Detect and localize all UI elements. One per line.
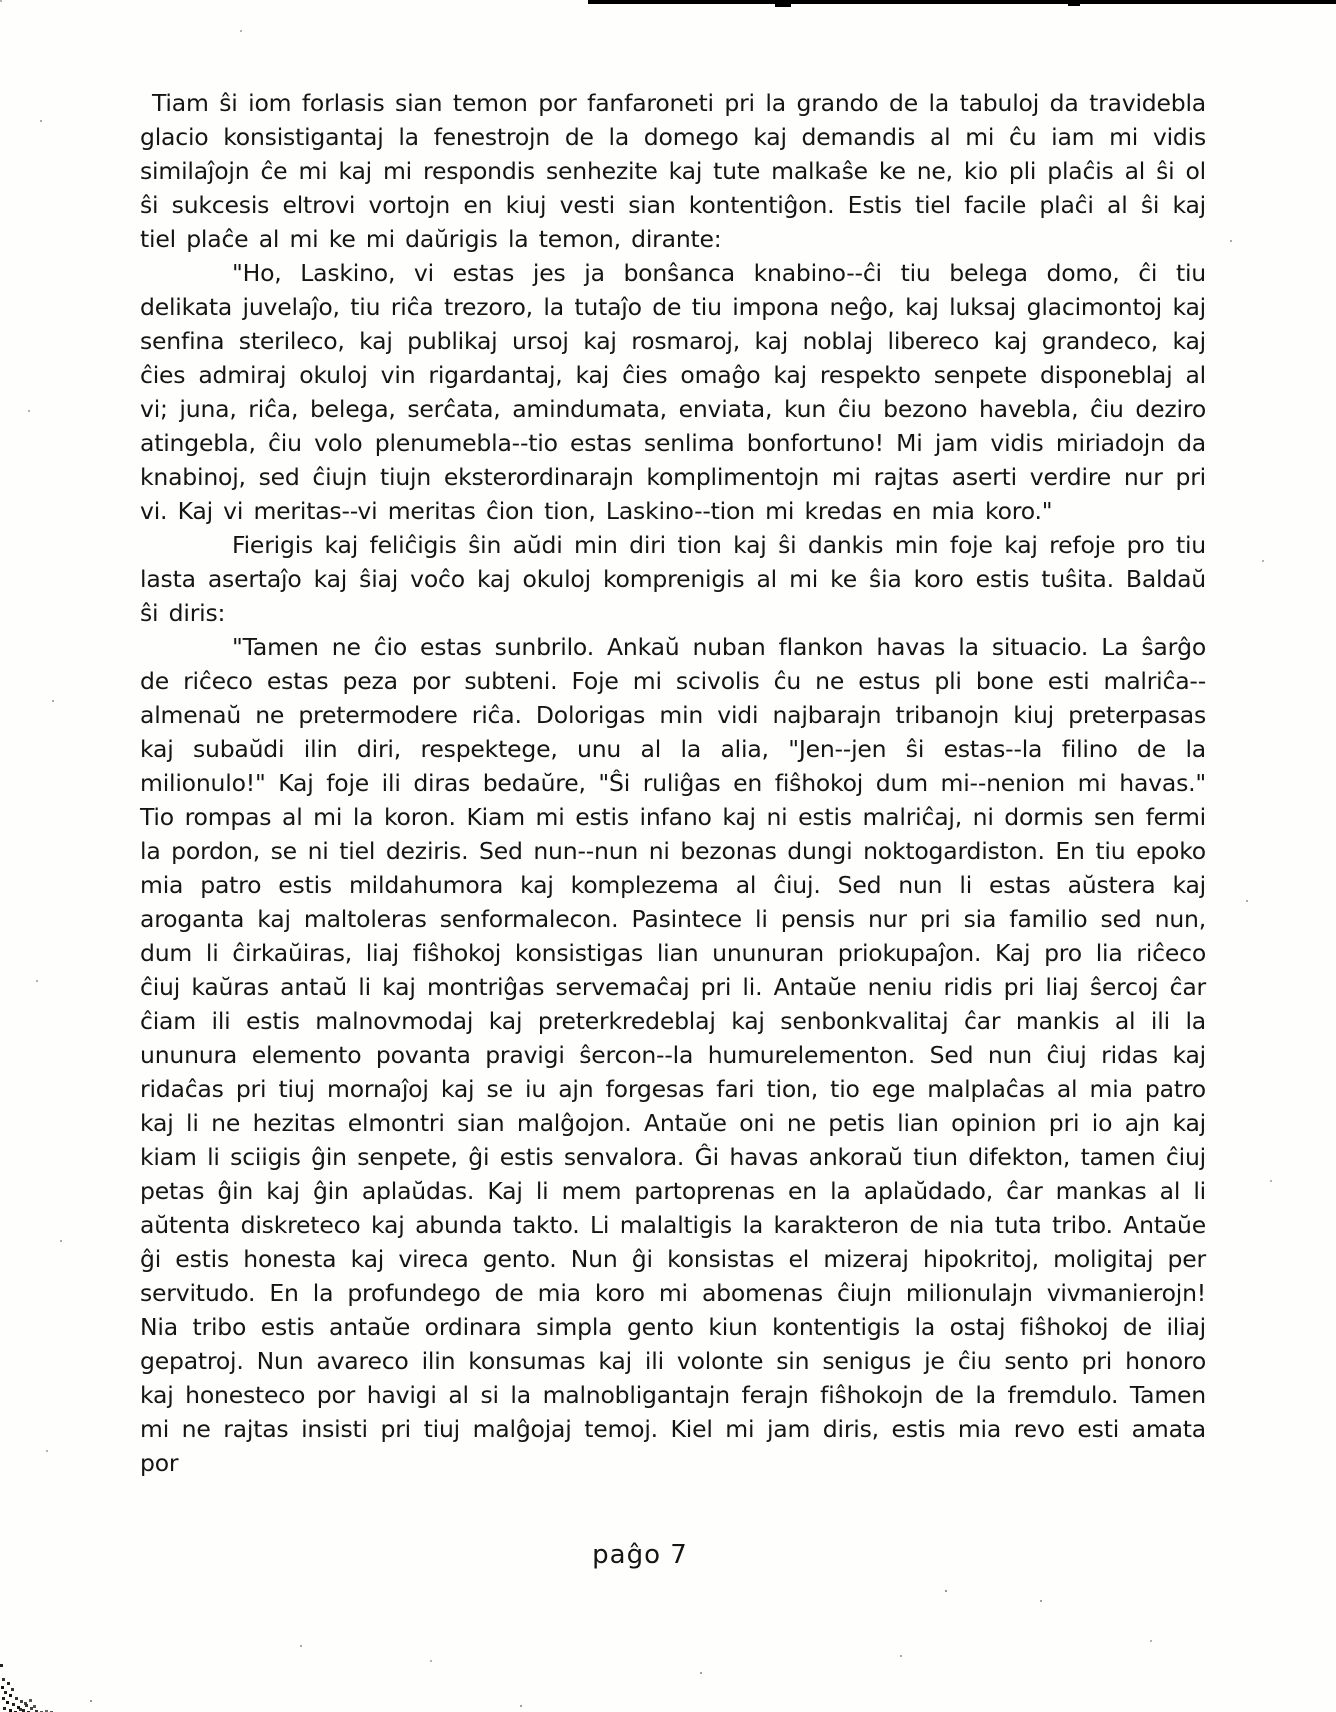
scan-artifact-top-notch [1068,3,1080,6]
scan-noise-dots [0,0,2,2]
scan-artifact-top-bar [588,0,1336,4]
paragraph: "Tamen ne ĉio estas sunbrilo. Ankaŭ nuban flankon havas la situacio. La ŝarĝo de riĉeco estas peza por subteni. Foje mi scivolis ĉu ne estus pli bone esti malriĉa--almenaŭ ne pretermodere riĉa. Dolorigas min vidi najbarajn tribanojn kiuj preterpasas kaj subaŭdi ilin diri, respektege, unu al la alia, "Jen--jen ŝi estas--la filino de la milionulo!" Kaj foje ili diras bedaŭre, "Ŝi ruliĝas en fiŝhokoj dum mi--nenion mi havas." Tio rompas al mi la koron. Kiam mi estis infano kaj ni estis malriĉaj, ni dormis sen fermi la pordon, se ni tiel deziris. Sed nun--nun ni bezonas dungi noktogardiston. En tiu epoko mia patro estis mildahumora kaj komplezema al ĉiuj. Sed nun li estas aŭstera kaj aroganta kaj maltoleras senformalecon. Pasintece li pensis nur pri sia familio sed nun, dum li ĉirkaŭiras, liaj fiŝhokoj konsistigas lian ununuran priokupaĵon. Kaj pro lia riĉeco ĉiuj kaŭras antaŭ li kaj montriĝas servemaĉaj pri li. Antaŭe neniu ridis pri liaj ŝercoj ĉar ĉiam ili estis malnovmodaj kaj preterkredeblaj kaj senbonkvalitaj ĉar mankis al ili la ununura elemento povanta pravigi ŝercon--la humurelementon. Sed nun ĉiuj ridas kaj ridaĉas pri tiuj mornaĵoj kaj se iu ajn forgesas fari tion, tio ege malplaĉas al mia patro kaj li ne hezitas elmontri sian malĝojon. Antaŭe oni ne petis lian opinion pri io ajn kaj kiam li sciigis ĝin senpete, ĝi estis senvalora. Ĝi havas ankoraŭ tiun difekton, tamen ĉiuj petas ĝin kaj ĝin aplaŭdas. Kaj li mem partoprenas en la aplaŭdado, ĉar mankas al li aŭtenta diskreteco kaj abunda takto. Li malaltigis la karakteron de nia tuta tribo. Antaŭe ĝi estis honesta kaj vireca gento. Nun ĝi konsistas el mizeraj hipokritoj, moligitaj per servitudo. En la profundego de mia koro mi abomenas ĉiujn milionulajn vivmanierojn! Nia tribo estis antaŭe ordinara simpla gento kiun kontentigis la ostaj fiŝhokoj de iliaj gepatroj. Nun avareco ilin konsumas kaj ili volonte sin senigus je ĉiu sento pri honoro kaj honesteco por havigi al si la malnobligantajn ferajn fiŝhokojn de la fremdulo. Tamen mi ne rajtas insisti pri tiuj malĝojaj temoj. Kiel mi jam diris, estis mia revo esti amata por [140,633,1206,1477]
scan-artifact-top-notch [775,3,791,7]
paragraph: "Ho, Laskino, vi estas jes ja bonŝanca knabino--ĉi tiu belega domo, ĉi tiu delikata juvelaĵo, tiu riĉa trezoro, la tutaĵo de tiu impona neĝo, kaj luksaj glacimontoj kaj senfina sterileco, kaj publikaj ursoj kaj rosmaroj, kaj noblaj libereco kaj grandeco, kaj ĉies admiraj okuloj vin rigardantaj, kaj ĉies omaĝo kaj respekto senpete disponeblaj al vi; juna, riĉa, belega, serĉata, amindumata, enviata, kun ĉiu bezono havebla, ĉiu deziro atingebla, ĉiu volo plenumebla--tio estas senlima bonfortuno! Mi jam vidis miriadojn da knabinoj, sed ĉiujn tiujn eksterordinarajn komplimentojn mi rajtas aserti verdire nur pri vi. Kaj vi meritas--vi meritas ĉion tion, Laskino--tion mi kredas en mia koro." [140,259,1206,525]
page-number: paĝo 7 [592,1540,688,1570]
scan-artifact-corner-blob [0,1664,4,1668]
paragraph: Fierigis kaj feliĉigis ŝin aŭdi min diri tion kaj ŝi dankis min foje kaj refoje pro tiu lasta asertaĵo kaj ŝiaj voĉo kaj okuloj komprenigis al mi ke ŝia koro estis tuŝita. Baldaŭ ŝi diris: [140,531,1206,627]
body-text [140,86,1206,1480]
paragraph: Tiam ŝi iom forlasis sian temon por fanfaroneti pri la grando de la tabuloj da travidebla glacio konsistigantaj la fenestrojn de la domego kaj demandis al mi ĉu iam mi vidis similaĵojn ĉe mi kaj mi respondis senhezite kaj tute malkaŝe ke ne, kio pli plaĉis al ŝi ol ŝi sukcesis eltrovi vortojn en kiuj vesti sian kontentiĝon. Estis tiel facile plaĉi al ŝi kaj tiel plaĉe al mi ke mi daŭrigis la temon, dirante: [140,89,1206,253]
